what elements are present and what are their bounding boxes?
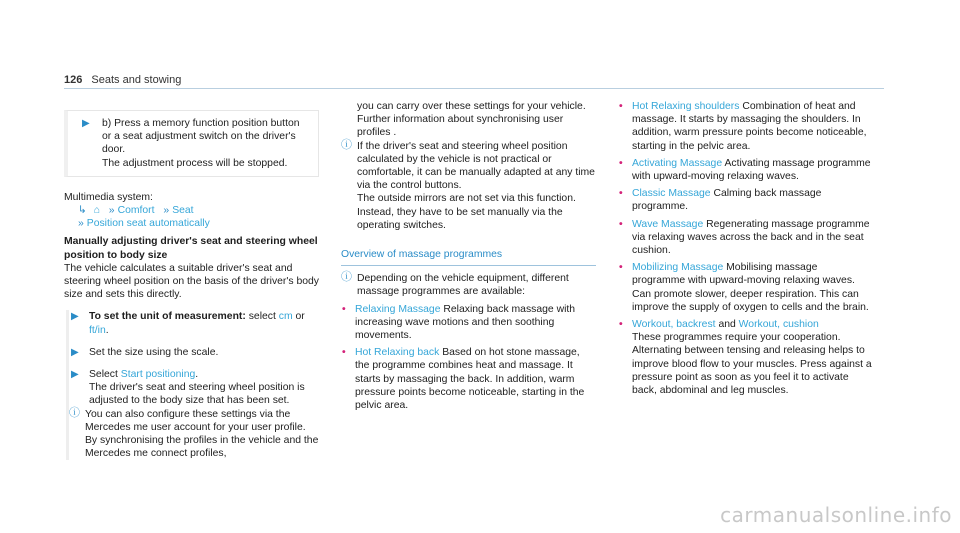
double-chevron-icon: » xyxy=(163,205,170,217)
info-icon: ⓘ xyxy=(69,406,80,419)
bullet-icon: • xyxy=(619,262,623,274)
list-item: • Hot Relaxing shoulders Combination of heat and massage. It starts by massaging the shoulders. In addition, warm pressure points become noticeable, starting in the pelvic area. xyxy=(619,101,867,152)
double-chevron-icon: » xyxy=(108,205,115,217)
bullet-icon: • xyxy=(342,347,346,359)
step-arrow-icon: ▶ xyxy=(71,311,79,323)
bullet-icon: • xyxy=(619,319,623,331)
header-divider xyxy=(64,88,884,89)
step-arrow-icon: ▶ xyxy=(71,369,79,381)
multimedia-label: Multimedia system: xyxy=(64,191,153,203)
list-item: • Activating Massage Activating massage programme with upward-moving relaxing waves. xyxy=(619,157,871,183)
bullet-icon: • xyxy=(619,188,623,200)
instruction-step xyxy=(82,117,310,170)
intro-text: The vehicle calculates a suitable driver's seat and steering wheel position on the basis of the driver's body size and sets this directly. xyxy=(64,262,319,301)
list-item: • Relaxing Massage Relaxing back massage with increasing wave motions and then soothing movements. xyxy=(342,303,576,342)
navigation-path-cont xyxy=(64,217,319,230)
list-item: • Mobilizing Massage Mobilising massage programme with upward-moving relaxing waves. Can promote slower, deeper respiration. This can improve the supply of oxygen to cells and the brain. xyxy=(619,262,869,313)
navigation-path xyxy=(64,204,319,217)
info-note: ⓘ If the driver's seat and steering wheel position calculated by the vehicle is not practical or comfortable, it can be manually adapted at any time via the control buttons. The outside mirrors are not set via this function. Instead, they have to be set manually via the operating switches. xyxy=(341,138,595,231)
info-icon: ⓘ xyxy=(341,138,352,151)
info-note: ⓘ You can also configure these settings via the Mercedes me user account for your user profile. By synchronising the profiles in the vehicle and the Mercedes me connect profiles, xyxy=(69,406,319,460)
nav-position: Position seat automatically xyxy=(86,218,210,230)
option-ft-in: ft/in xyxy=(89,324,106,336)
step-size: ▶ Set the size using the scale. xyxy=(71,346,219,358)
info-icon: ⓘ xyxy=(341,271,352,284)
step-arrow-icon: ▶ xyxy=(71,346,79,358)
start-positioning-link: Start positioning xyxy=(120,369,196,381)
list-item: • Classic Massage Calming back massage programme. xyxy=(619,188,822,213)
list-item: • Workout, backrest and Workout, cushion These programmes require your cooperation. Alternating between tensing and releasing helps to improve blood flow to your muscles. Press against a pressure point as soon as you feel it to activate back, abdominal and leg muscles. xyxy=(619,319,872,397)
column-1 xyxy=(64,100,319,460)
section-title: Overview of massage programmes xyxy=(341,249,503,261)
nav-comfort: Comfort xyxy=(117,205,155,217)
section-heading: Manually adjusting driver's seat and steering wheel position to body size xyxy=(64,236,318,261)
bullet-icon: • xyxy=(619,218,623,230)
watermark: carmanualsonline.info xyxy=(720,503,952,527)
step-arrow-icon: ▶ xyxy=(82,118,90,129)
list-item: • Wave Massage Regenerating massage programme via relaxing waves across the back and in the seat cushion. xyxy=(619,218,870,257)
step-unit: ▶ To set the unit of measurement: select cm or ft/in. xyxy=(71,311,305,336)
note-continued: you can carry over these settings for your vehicle. Further information about synchronising user profiles . xyxy=(357,101,586,139)
step-text: b) Press a memory function position button or a seat adjustment switch on the driver's door. xyxy=(102,118,300,156)
turn-arrow-icon: ↳ xyxy=(78,205,87,217)
home-icon: ⌂ xyxy=(93,205,100,217)
page-section-title: Seats and stowing xyxy=(91,74,182,86)
steps-group xyxy=(66,310,319,460)
list-item: • Hot Relaxing back Based on hot stone massage, the programme combines heat and massage. It starts by massaging the back. In addition, warm pressure points become noticeable, starting in the pelvic area. xyxy=(342,347,585,412)
page-header xyxy=(64,74,181,86)
info-note: ⓘ Depending on the vehicle equipment, different massage programmes are available: xyxy=(341,271,569,298)
bullet-icon: • xyxy=(619,101,623,112)
page-number: 126 xyxy=(64,74,83,86)
section-divider xyxy=(341,265,596,266)
column-3 xyxy=(618,100,873,397)
bullet-icon: • xyxy=(342,303,346,315)
instruction-box xyxy=(64,110,319,177)
option-cm: cm xyxy=(278,311,293,323)
bullet-icon: • xyxy=(619,157,623,169)
step-result: The adjustment process will be stopped. xyxy=(102,157,288,169)
step-start: ▶ Select Start positioning. The driver's seat and steering wheel position is adjusted to the body size that has been set. xyxy=(71,369,305,407)
double-chevron-icon: » xyxy=(78,218,84,230)
nav-seat: Seat xyxy=(172,205,194,217)
column-2 xyxy=(341,100,596,412)
